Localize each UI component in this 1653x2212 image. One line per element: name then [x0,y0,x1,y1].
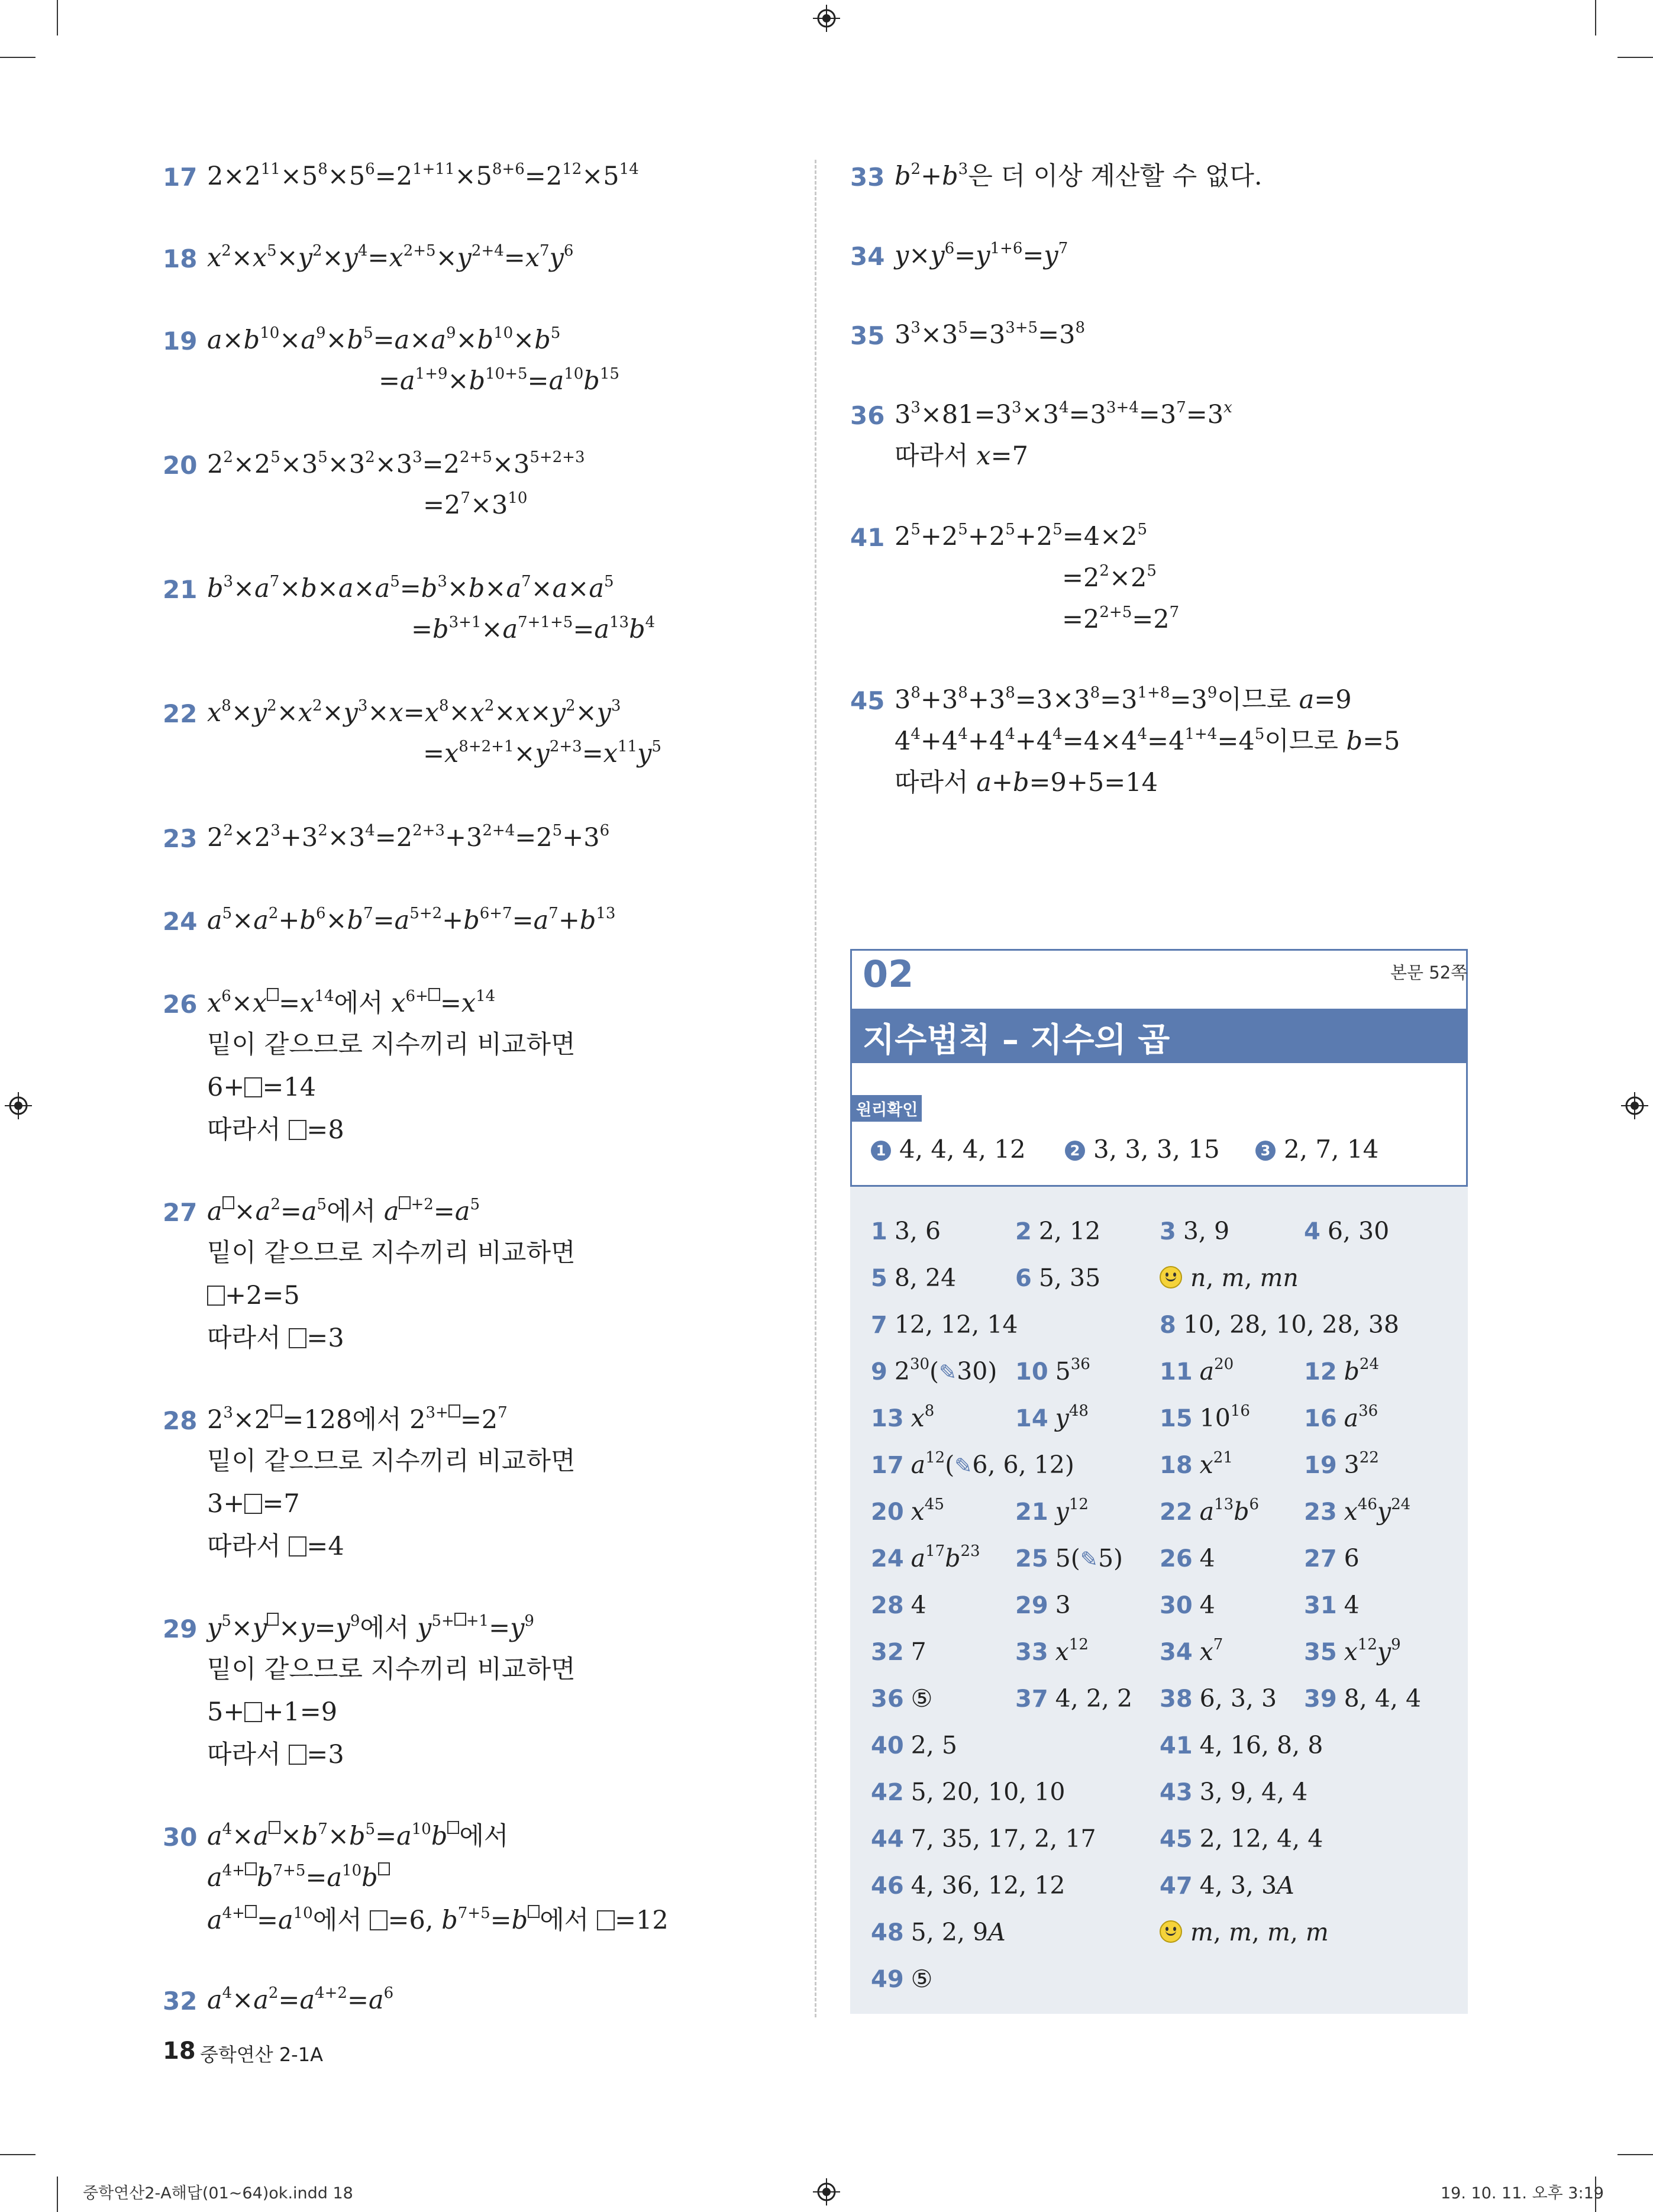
math-line: $=x^{8+2+1}\times y^{2+3}=x^{11}y^5$ [423,738,661,768]
answer-item: 1 3, 6 [871,1217,941,1245]
check-mark-icon: 2 [1065,1141,1085,1161]
problem-number: 18 [163,244,198,273]
math-line: $y\times y^6=y^{1+6}=y^7$ [895,240,1068,270]
math-line: $2^2\times 2^5\times 3^5\times 3^2\times 3^3=2^{2+5}\times 3^{5+2+3}$ [207,448,585,479]
math-line: $3^3\times 81=3^3\times 3^4=3^{3+4}=3^7=3^x$ [895,399,1232,430]
math-line: $a \times a^2=a^5$에서 a $^{+2}=a^5$ [207,1196,480,1226]
text-line: 따라서 =8 [207,1115,344,1145]
math-line: $=2^2\times 2^5$ [1062,562,1157,593]
math-line: $b^2+b^3$은 더 이상 계산할 수 없다. [895,160,1263,191]
answer-item: 36 ⑤ [871,1684,933,1713]
problem-number: 17 [163,163,198,192]
problem-number: 30 [163,1823,198,1852]
answer-item: m, m, m, m [1160,1917,1329,1947]
math-line: $y^5\times y \times y=y^9$에서 $y^{5+ +1}=y^9$ [207,1612,534,1643]
math-line: $=a^{1+9}\times b^{10+5}=a^{10}b^{15}$ [379,365,619,396]
answer-item: 25 5(✎5) [1015,1543,1123,1575]
smiley-icon [1160,1266,1182,1289]
answer-item: 27 6 [1304,1544,1360,1572]
check-mark-icon: 1 [871,1141,891,1161]
answer-item: 43 3, 9, 4, 4 [1160,1778,1308,1806]
smiley-icon [1160,1920,1182,1943]
answer-item: 21 $y^{12}$ [1015,1496,1089,1526]
answer-item: 47 4, 3, 3A [1160,1871,1294,1900]
answer-item: 30 4 [1160,1591,1215,1619]
answer-item: 13 $x^8$ [871,1402,935,1432]
page-reference: 본문 52쪽 [1390,963,1468,983]
text-fragment: 따라서 [895,441,968,471]
trim-mark [1595,0,1596,35]
answer-item: 16 $a^{36}$ [1304,1402,1378,1432]
problem-number: 28 [163,1406,198,1435]
check-item [1255,1134,1378,1165]
answer-item: 26 4 [1160,1544,1215,1572]
text-line: 따라서 a+b=9+5=14 [895,768,1158,797]
problem-number: 34 [850,242,885,271]
problem-number: 19 [163,327,198,356]
answer-item: n, m, mn [1160,1263,1299,1293]
math-line: $3^8+3^8+3^8=3\times 3^8=3^{1+8}=3^9$이므로 a=9 [895,684,1352,715]
answer-item: 35 $x^{12}y^9$ [1304,1636,1401,1666]
problem-number: 23 [163,824,198,853]
trim-mark [57,2177,58,2212]
problem-number: 22 [163,699,198,728]
answer-item: 8 10, 28, 10, 28, 38 [1160,1310,1399,1339]
math-line: $b^3\times a^7\times b\times a\times a^5=b^3\times b\times a^7\times a\times a^5$ [207,573,614,603]
answer-item: 20 $x^{45}$ [871,1496,944,1526]
registration-mark-icon [5,1092,32,1119]
answer-item: 23 $x^{46}y^{24}$ [1304,1496,1411,1526]
answer-item: 46 4, 36, 12, 12 [871,1871,1066,1900]
text-fragment: 따라서 [207,1740,281,1769]
answer-item: 34 $x^7$ [1160,1636,1223,1666]
answer-item: 45 2, 12, 4, 4 [1160,1825,1323,1853]
answer-item: 7 12, 12, 14 [871,1310,1018,1339]
math-line: 3+ =7 [207,1489,300,1519]
math-line: $a\times b^{10}\times a^9\times b^5=a\times a^9\times b^{10}\times b^5$ [207,324,561,355]
problem-number: 24 [163,907,198,936]
text-fragment: 은 더 이상 계산할 수 없다. [968,162,1263,191]
answer-item: 37 4, 2, 2 [1015,1684,1133,1713]
check-value: 4, 4, 4, 12 [899,1135,1026,1164]
text-fragment: 따라서 [207,1323,281,1353]
problem-number: 35 [850,321,885,350]
problem-number: 32 [163,1987,198,2016]
check-value: 2, 7, 14 [1284,1135,1379,1164]
problem-number: 21 [163,575,198,604]
answer-item: 28 4 [871,1591,926,1619]
text-line: 밑이 같으므로 지수끼리 비교하면 [207,1446,576,1476]
answer-item: 12 $b^{24}$ [1304,1355,1380,1386]
column-divider [815,160,816,2017]
math-line: $4^4+4^4+4^4+4^4=4\times 4^4=4^{1+4}=4^5$이므로 b=5 [895,725,1400,756]
math-line: 6+ =14 [207,1073,317,1102]
math-line: $x^6\times x =x^{14}$에서 $x^{6+} =x^{14}$ [207,987,496,1018]
answer-item: 10 $5^{36}$ [1015,1355,1090,1386]
math-line: $2\times 2^{11}\times 5^8\times 5^6=2^{1+11}\times 5^{8+6}=2^{12}\times 5^{14}$ [207,160,639,191]
answer-item: 14 $y^{48}$ [1015,1402,1089,1432]
check-mark-icon: 3 [1255,1141,1276,1161]
problem-number: 26 [163,990,198,1019]
answer-item: 6 5, 35 [1015,1264,1101,1292]
answer-item: 18 $x^{21}$ [1160,1449,1233,1479]
problem-number: 20 [163,451,198,480]
problem-number: 33 [850,163,885,192]
pencil-icon: ✎ [939,1361,957,1385]
check-item [871,1134,1026,1165]
problem-number: 41 [850,523,885,552]
slug-filename: 중학연산2-A해답(01~64)ok.indd 18 [83,2184,353,2203]
math-line: $=b^{3+1}\times a^{7+1+5}=a^{13}b^4$ [411,613,656,644]
text-line: 밑이 같으므로 지수끼리 비교하면 [207,1238,576,1268]
answer-item: 31 4 [1304,1591,1360,1619]
trim-mark [0,2154,35,2155]
answer-item: 44 7, 35, 17, 2, 17 [871,1825,1096,1853]
text-line: 밑이 같으므로 지수끼리 비교하면 [207,1030,576,1060]
text-fragment: 따라서 [207,1115,281,1145]
text-fragment: 따라서 [207,1532,281,1561]
registration-mark-icon [813,5,840,32]
trim-mark [1618,2154,1653,2155]
answer-item: 48 5, 2, 9A [871,1918,1006,1946]
answer-item: 19 $3^{22}$ [1304,1449,1379,1479]
math-line: 5+ +1=9 [207,1697,338,1727]
text-line: 따라서 =4 [207,1532,344,1561]
answer-item: 9 $2^{30}(✎30)$ [871,1357,997,1388]
answer-item: 33 $x^{12}$ [1015,1636,1089,1666]
answer-item: 38 6, 3, 3 [1160,1684,1277,1713]
answer-item: 42 5, 20, 10, 10 [871,1778,1066,1806]
book-title: 중학연산 2-1A [200,2043,323,2066]
trim-mark [57,0,58,35]
answer-item: 24 $a^{17}b^{23}$ [871,1542,980,1572]
math-line: $a^4\times a^2=a^{4+2}=a^6$ [207,1984,394,2015]
math-line: $3^3\times 3^5=3^{3+5}=3^8$ [895,319,1086,350]
registration-mark-icon [1621,1092,1648,1119]
answer-item: 3 3, 9 [1160,1217,1230,1245]
math-line: $x^8\times y^2\times x^2\times y^3\times x=x^8\times x^2\times x\times y^2\times y^3$ [207,697,621,728]
text-line: 밑이 같으므로 지수끼리 비교하면 [207,1655,576,1684]
answer-item: 15 $10^{16}$ [1160,1402,1250,1432]
math-line: $2^3\times 2 =128$에서 $2^{3+} =2^7$ [207,1404,508,1435]
answer-item: 41 4, 16, 8, 8 [1160,1731,1323,1759]
pencil-icon: ✎ [1080,1548,1098,1572]
answer-item: 40 2, 5 [871,1731,957,1759]
trim-mark [1618,57,1653,58]
answer-item: 22 $a^{13}b^6$ [1160,1496,1260,1526]
problem-number: 45 [850,686,885,715]
check-item [1065,1134,1220,1165]
math-line: $a^{4+} =a^{10}$에서 =6, $b^{7+5}=b$ 에서 =12 [207,1904,669,1935]
math-line: $=2^7\times 3^{10}$ [423,489,528,520]
text-line: 따라서 =3 [207,1323,344,1353]
slug-date: 19. 10. 11. 오후 3:19 [1441,2184,1604,2203]
pencil-icon: ✎ [954,1454,973,1478]
math-line: $a^4\times a \times b^7\times b^5=a^{10}b$ 에서 [207,1820,509,1851]
math-line: $a^5\times a^2+b^6\times b^7=a^{5+2}+b^{6+7}=a^7+b^{13}$ [207,905,616,935]
math-line: $2^5+2^5+2^5+2^5=4\times 2^5$ [895,521,1148,551]
section-title: 지수법칙 – 지수의 곱 [863,1021,1170,1060]
answer-item: 5 8, 24 [871,1264,957,1292]
check-value: 3, 3, 3, 15 [1093,1135,1220,1164]
answer-item: 2 2, 12 [1015,1217,1101,1245]
page-number: 18 [163,2037,196,2065]
trim-mark [0,57,35,58]
math-line: +2=5 [207,1280,300,1311]
math-line: $a^{4+}$ $b^{7+5}=a^{10}b$ [207,1862,390,1893]
math-line: $x^2\times x^5\times y^2\times y^4=x^{2+5}\times y^{2+4}=x^7y^6$ [207,242,574,273]
section-number: 02 [863,952,914,996]
answer-item: 32 7 [871,1638,926,1666]
problem-number: 29 [163,1614,198,1643]
text-line: 따라서 x=7 [895,441,1028,471]
answer-item: 39 8, 4, 4 [1304,1684,1422,1713]
registration-mark-icon [813,2178,840,2205]
answer-item: 17 $a^{12}(✎6$, 6, 12) [871,1450,1074,1481]
answer-item: 11 $a^{20}$ [1160,1355,1234,1386]
answer-item: 49 ⑤ [871,1965,933,1993]
problem-number: 36 [850,401,885,430]
answer-item: 4 6, 30 [1304,1217,1390,1245]
math-line: $=2^{2+5}=2^7$ [1062,603,1180,634]
answer-item: 29 3 [1015,1591,1071,1619]
problem-number: 27 [163,1198,198,1227]
text-fragment: 따라서 [895,768,968,797]
math-line: $2^2\times 2^3+3^2\times 3^4=2^{2+3}+3^{2+4}=2^5+3^6$ [207,822,610,852]
text-line: 따라서 =3 [207,1740,344,1769]
principle-tag: 원리확인 [852,1095,922,1122]
